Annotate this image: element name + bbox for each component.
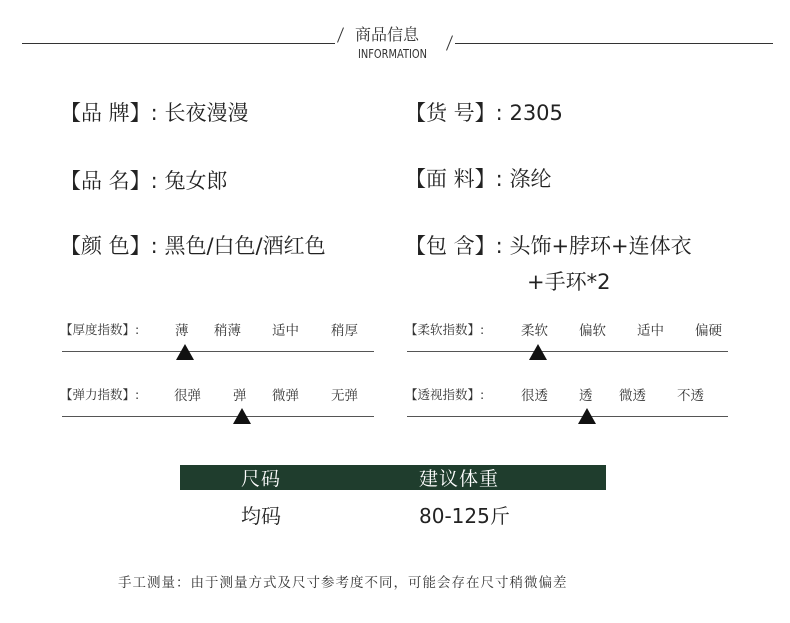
elasticity-option-0: 很弹: [174, 388, 201, 404]
transparency-scale-line: [407, 416, 728, 417]
brand-label: 【品 牌】:: [60, 101, 158, 125]
transparency-option-3: 不透: [677, 388, 704, 404]
elasticity-option-1: 弹: [233, 388, 247, 404]
fabric-row: [405, 163, 551, 193]
thickness-option-0: 薄: [175, 323, 189, 339]
softness-option-2: 适中: [637, 323, 664, 339]
thickness-option-3: 稍厚: [331, 323, 358, 339]
thickness-marker: [176, 344, 194, 360]
brand-value: 长夜漫漫: [164, 101, 249, 125]
softness-option-1: 偏软: [579, 323, 606, 339]
size-table-cell-weight: 80-125斤: [419, 504, 510, 528]
color-label: 【颜 色】:: [60, 234, 158, 258]
softness-marker: [529, 344, 547, 360]
name-label: 【品 名】:: [60, 169, 158, 193]
elasticity-scale-line: [62, 416, 374, 417]
thickness-scale-line: [62, 351, 374, 352]
softness-option-3: 偏硬: [695, 323, 722, 339]
color-row: [60, 230, 326, 260]
contents-value-line1: 头饰+脖环+连体衣: [509, 234, 692, 258]
elasticity-option-2: 微弹: [272, 388, 299, 404]
fabric-label: 【面 料】:: [405, 167, 503, 191]
transparency-option-1: 透: [579, 388, 593, 404]
item-no-row: [405, 97, 563, 127]
transparency-option-0: 很透: [521, 388, 548, 404]
size-table-cell-size: 均码: [241, 504, 281, 528]
measurement-footnote: 手工测量：由于测量方式及尺寸参考度不同，可能会存在尺寸稍微偏差: [118, 575, 568, 591]
thickness-option-1: 稍薄: [214, 323, 241, 339]
elasticity-option-3: 无弹: [331, 388, 358, 404]
header-slash-left: [337, 27, 344, 42]
contents-row: [405, 230, 692, 260]
size-table-header-size: 尺码: [241, 468, 282, 490]
thickness-option-2: 适中: [272, 323, 299, 339]
header-title: 商品信息: [355, 25, 420, 44]
item-no-label: 【货 号】:: [405, 101, 503, 125]
item-no-value: 2305: [509, 101, 563, 125]
header-slash-right: [446, 35, 453, 50]
thickness-label: 【厚度指数】:: [60, 322, 140, 337]
contents-value-line2: +手环*2: [527, 270, 611, 294]
elasticity-label: 【弹力指数】:: [60, 387, 140, 402]
elasticity-marker: [233, 408, 251, 424]
color-value: 黑色/白色/酒红色: [164, 234, 326, 258]
header-line-right: [455, 43, 773, 44]
transparency-label: 【透视指数】:: [405, 387, 485, 402]
header-subtitle: INFORMATION: [358, 47, 427, 61]
name-row: [60, 165, 227, 195]
softness-label: 【柔软指数】:: [405, 322, 485, 337]
fabric-value: 涤纶: [509, 167, 552, 191]
brand-row: [60, 97, 248, 127]
contents-label: 【包 含】:: [405, 234, 503, 258]
size-table-header-weight: 建议体重: [419, 468, 500, 490]
transparency-marker: [578, 408, 596, 424]
softness-scale-line: [407, 351, 728, 352]
header-line-left: [22, 43, 335, 44]
softness-option-0: 柔软: [521, 323, 548, 339]
name-value: 兔女郎: [164, 169, 228, 193]
transparency-option-2: 微透: [619, 388, 646, 404]
